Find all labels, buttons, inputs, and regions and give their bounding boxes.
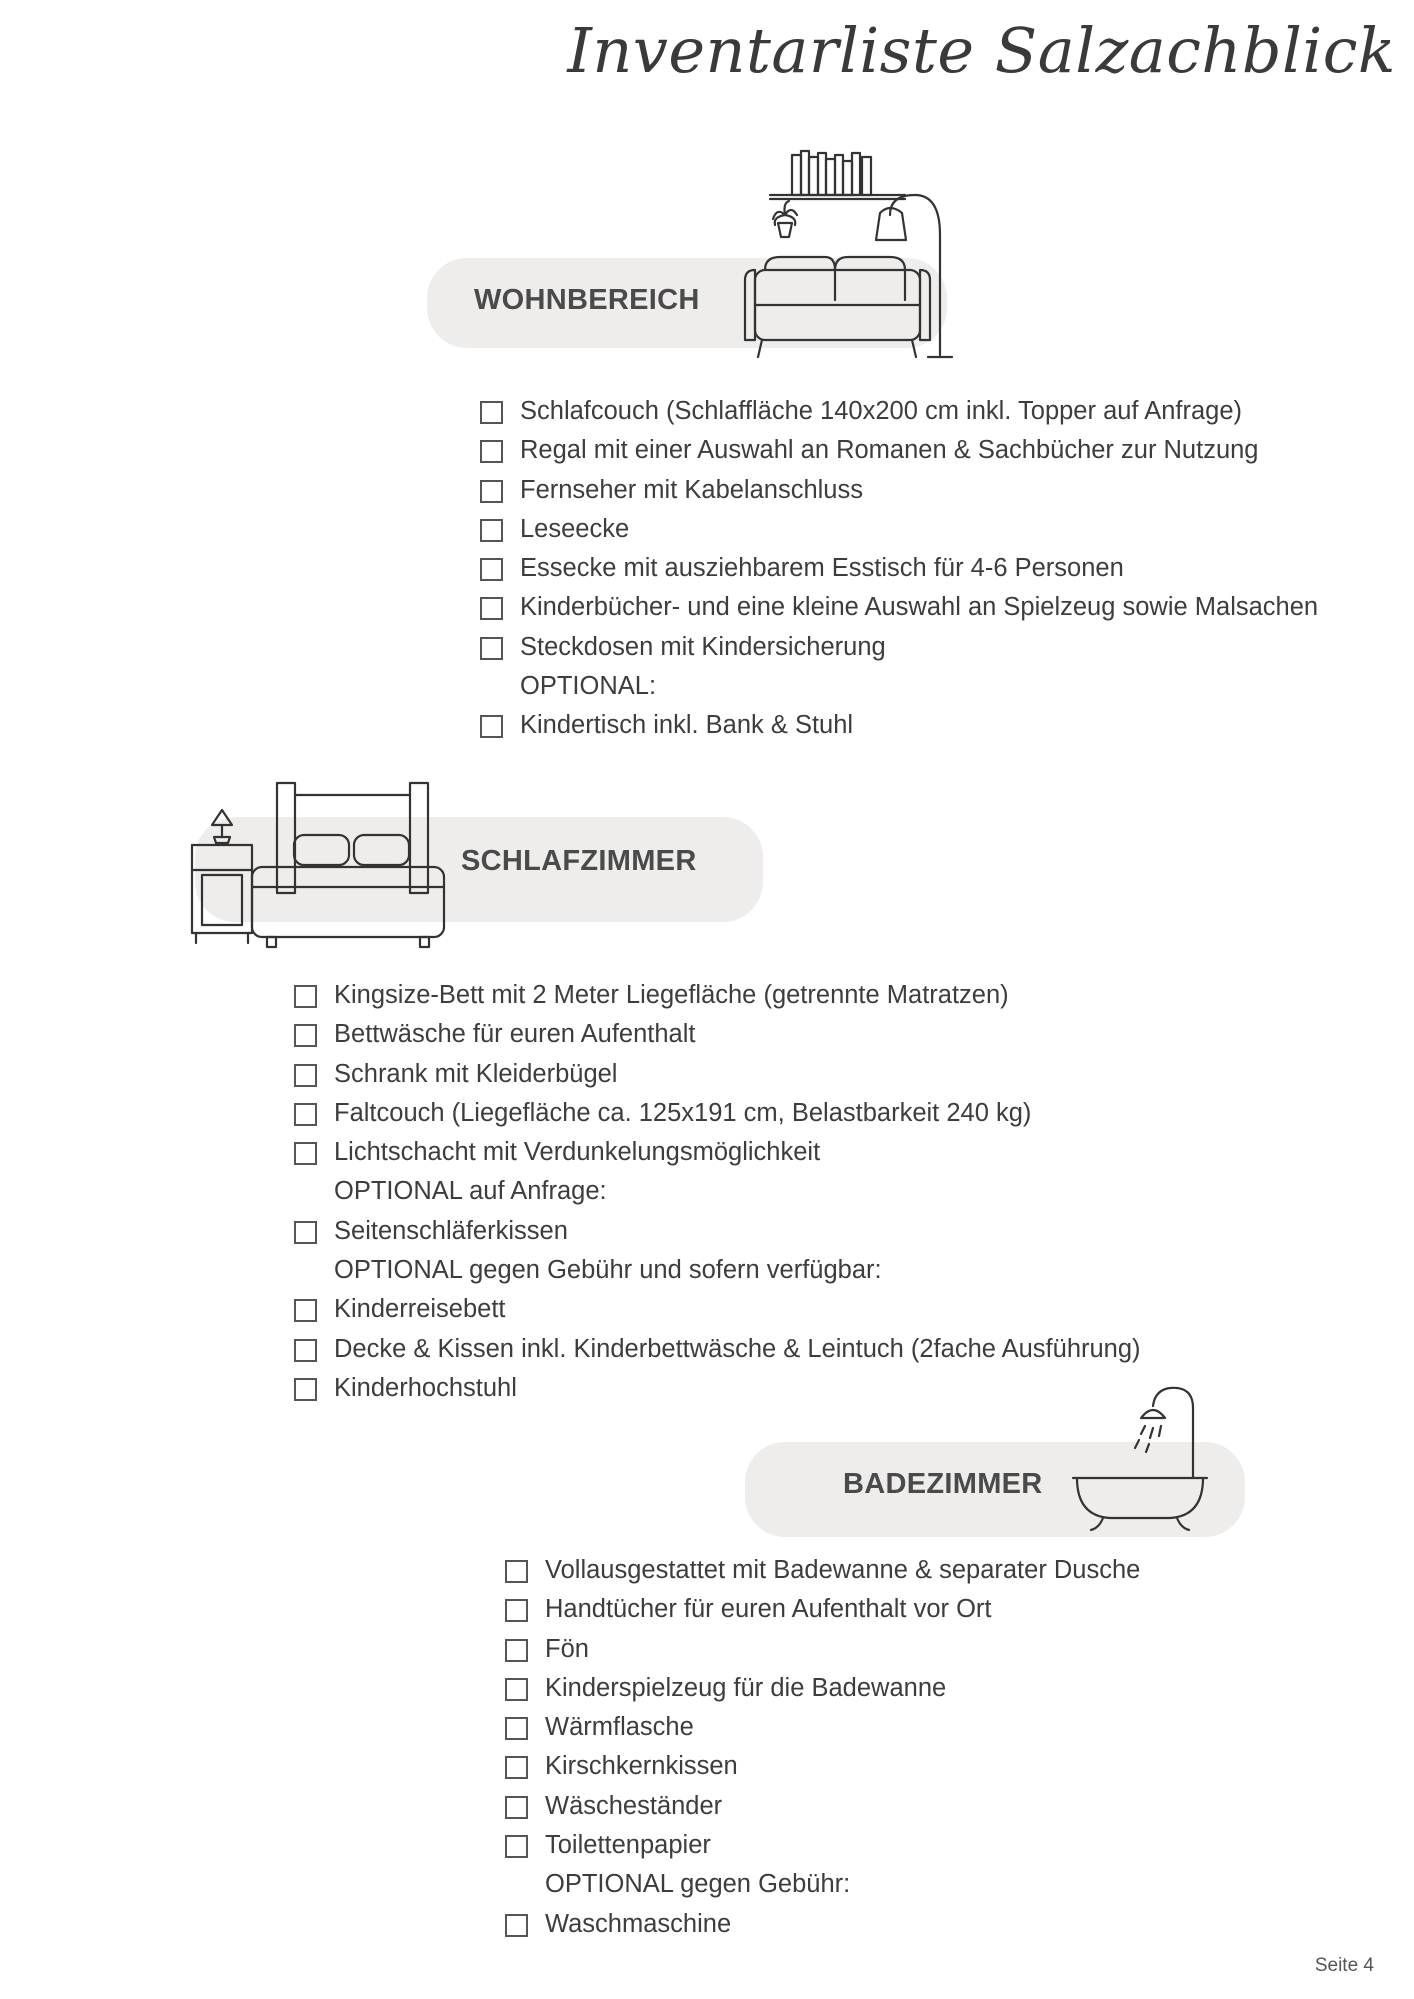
checklist-item[interactable]: Wäscheständer xyxy=(505,1787,1140,1826)
checklist-item[interactable]: Bettwäsche für euren Aufenthalt xyxy=(294,1015,1141,1054)
checklist-item[interactable]: Toilettenpapier xyxy=(505,1826,1140,1865)
checkbox[interactable] xyxy=(294,1299,317,1322)
checkbox[interactable] xyxy=(505,1560,528,1583)
checklist-item[interactable]: Decke & Kissen inkl. Kinderbettwäsche & Leintuch (2fache Ausführung) xyxy=(294,1330,1141,1369)
checkbox[interactable] xyxy=(294,1103,317,1126)
checklist-item[interactable]: Schrank mit Kleiderbügel xyxy=(294,1055,1141,1094)
checklist-item[interactable]: Handtücher für euren Aufenthalt vor Ort xyxy=(505,1590,1140,1629)
checklist-item[interactable]: Wärmflasche xyxy=(505,1708,1140,1747)
schlafzimmer-heading: SCHLAFZIMMER xyxy=(461,845,697,877)
checklist-item[interactable]: Waschmaschine xyxy=(505,1905,1140,1944)
checkbox[interactable] xyxy=(505,1717,528,1740)
checklist-item[interactable]: Faltcouch (Liegefläche ca. 125x191 cm, Belastbarkeit 240 kg) xyxy=(294,1094,1141,1133)
checkbox[interactable] xyxy=(480,715,503,738)
schlafzimmer-checklist xyxy=(294,976,1141,1408)
checkbox[interactable] xyxy=(294,1221,317,1244)
bathtub-shower-illustration-icon xyxy=(1065,1378,1215,1538)
optional-label: OPTIONAL auf Anfrage: xyxy=(334,1177,607,1206)
wohnbereich-heading: WOHNBEREICH xyxy=(474,284,700,316)
checkbox[interactable] xyxy=(480,597,503,620)
checklist-item[interactable]: Regal mit einer Auswahl an Romanen & Sachbücher zur Nutzung xyxy=(480,431,1318,470)
checklist-item[interactable]: Kinderhochstuhl xyxy=(294,1369,1141,1408)
checklist-item[interactable]: Kirschkernkissen xyxy=(505,1747,1140,1786)
checklist-item[interactable]: Kinderreisebett xyxy=(294,1290,1141,1329)
checkbox[interactable] xyxy=(294,1142,317,1165)
checkbox[interactable] xyxy=(294,1064,317,1087)
checkbox[interactable] xyxy=(294,1024,317,1047)
checkbox[interactable] xyxy=(505,1796,528,1819)
page-title: Inventarliste Salzachblick xyxy=(567,14,1396,87)
checkbox[interactable] xyxy=(480,558,503,581)
checkbox[interactable] xyxy=(480,637,503,660)
checkbox[interactable] xyxy=(505,1914,528,1937)
optional-label: OPTIONAL gegen Gebühr und sofern verfügbar: xyxy=(334,1256,882,1285)
checklist-item[interactable]: Kinderspielzeug für die Badewanne xyxy=(505,1669,1140,1708)
badezimmer-heading: BADEZIMMER xyxy=(843,1468,1043,1500)
checklist-item[interactable]: Schlafcouch (Schlaffläche 140x200 cm inkl. Topper auf Anfrage) xyxy=(480,392,1318,431)
optional-label: OPTIONAL gegen Gebühr: xyxy=(545,1870,851,1899)
checkbox[interactable] xyxy=(294,1378,317,1401)
checkbox[interactable] xyxy=(294,1339,317,1362)
checklist-item[interactable]: Steckdosen mit Kindersicherung xyxy=(480,628,1318,667)
checklist-item[interactable]: Leseecke xyxy=(480,510,1318,549)
checkbox[interactable] xyxy=(505,1756,528,1779)
checkbox[interactable] xyxy=(505,1599,528,1622)
checkbox[interactable] xyxy=(505,1678,528,1701)
checklist-item[interactable]: Fernseher mit Kabelanschluss xyxy=(480,471,1318,510)
checkbox[interactable] xyxy=(480,440,503,463)
bed-nightstand-illustration-icon xyxy=(182,775,457,950)
sofa-lamp-shelf-illustration-icon xyxy=(740,145,1000,380)
checkbox[interactable] xyxy=(480,401,503,424)
page-number: Seite 4 xyxy=(1314,1955,1374,1976)
badezimmer-checklist xyxy=(505,1551,1140,1944)
checklist-item[interactable]: Kindertisch inkl. Bank & Stuhl xyxy=(480,706,1318,745)
optional-label: OPTIONAL: xyxy=(520,672,657,701)
checklist-item[interactable]: Seitenschläferkissen xyxy=(294,1212,1141,1251)
checklist-item[interactable]: Kinderbücher- und eine kleine Auswahl an Spielzeug sowie Malsachen xyxy=(480,588,1318,627)
checklist-item[interactable]: Kingsize-Bett mit 2 Meter Liegefläche (getrennte Matratzen) xyxy=(294,976,1141,1015)
checkbox[interactable] xyxy=(505,1835,528,1858)
checkbox[interactable] xyxy=(480,519,503,542)
checklist-item[interactable]: Essecke mit ausziehbarem Esstisch für 4-6 Personen xyxy=(480,549,1318,588)
checkbox[interactable] xyxy=(294,985,317,1008)
checklist-item[interactable]: Fön xyxy=(505,1630,1140,1669)
checklist-item[interactable]: Vollausgestattet mit Badewanne & separater Dusche xyxy=(505,1551,1140,1590)
checkbox[interactable] xyxy=(505,1639,528,1662)
checkbox[interactable] xyxy=(480,480,503,503)
wohnbereich-checklist xyxy=(480,392,1318,746)
checklist-item[interactable]: Lichtschacht mit Verdunkelungsmöglichkeit xyxy=(294,1133,1141,1172)
